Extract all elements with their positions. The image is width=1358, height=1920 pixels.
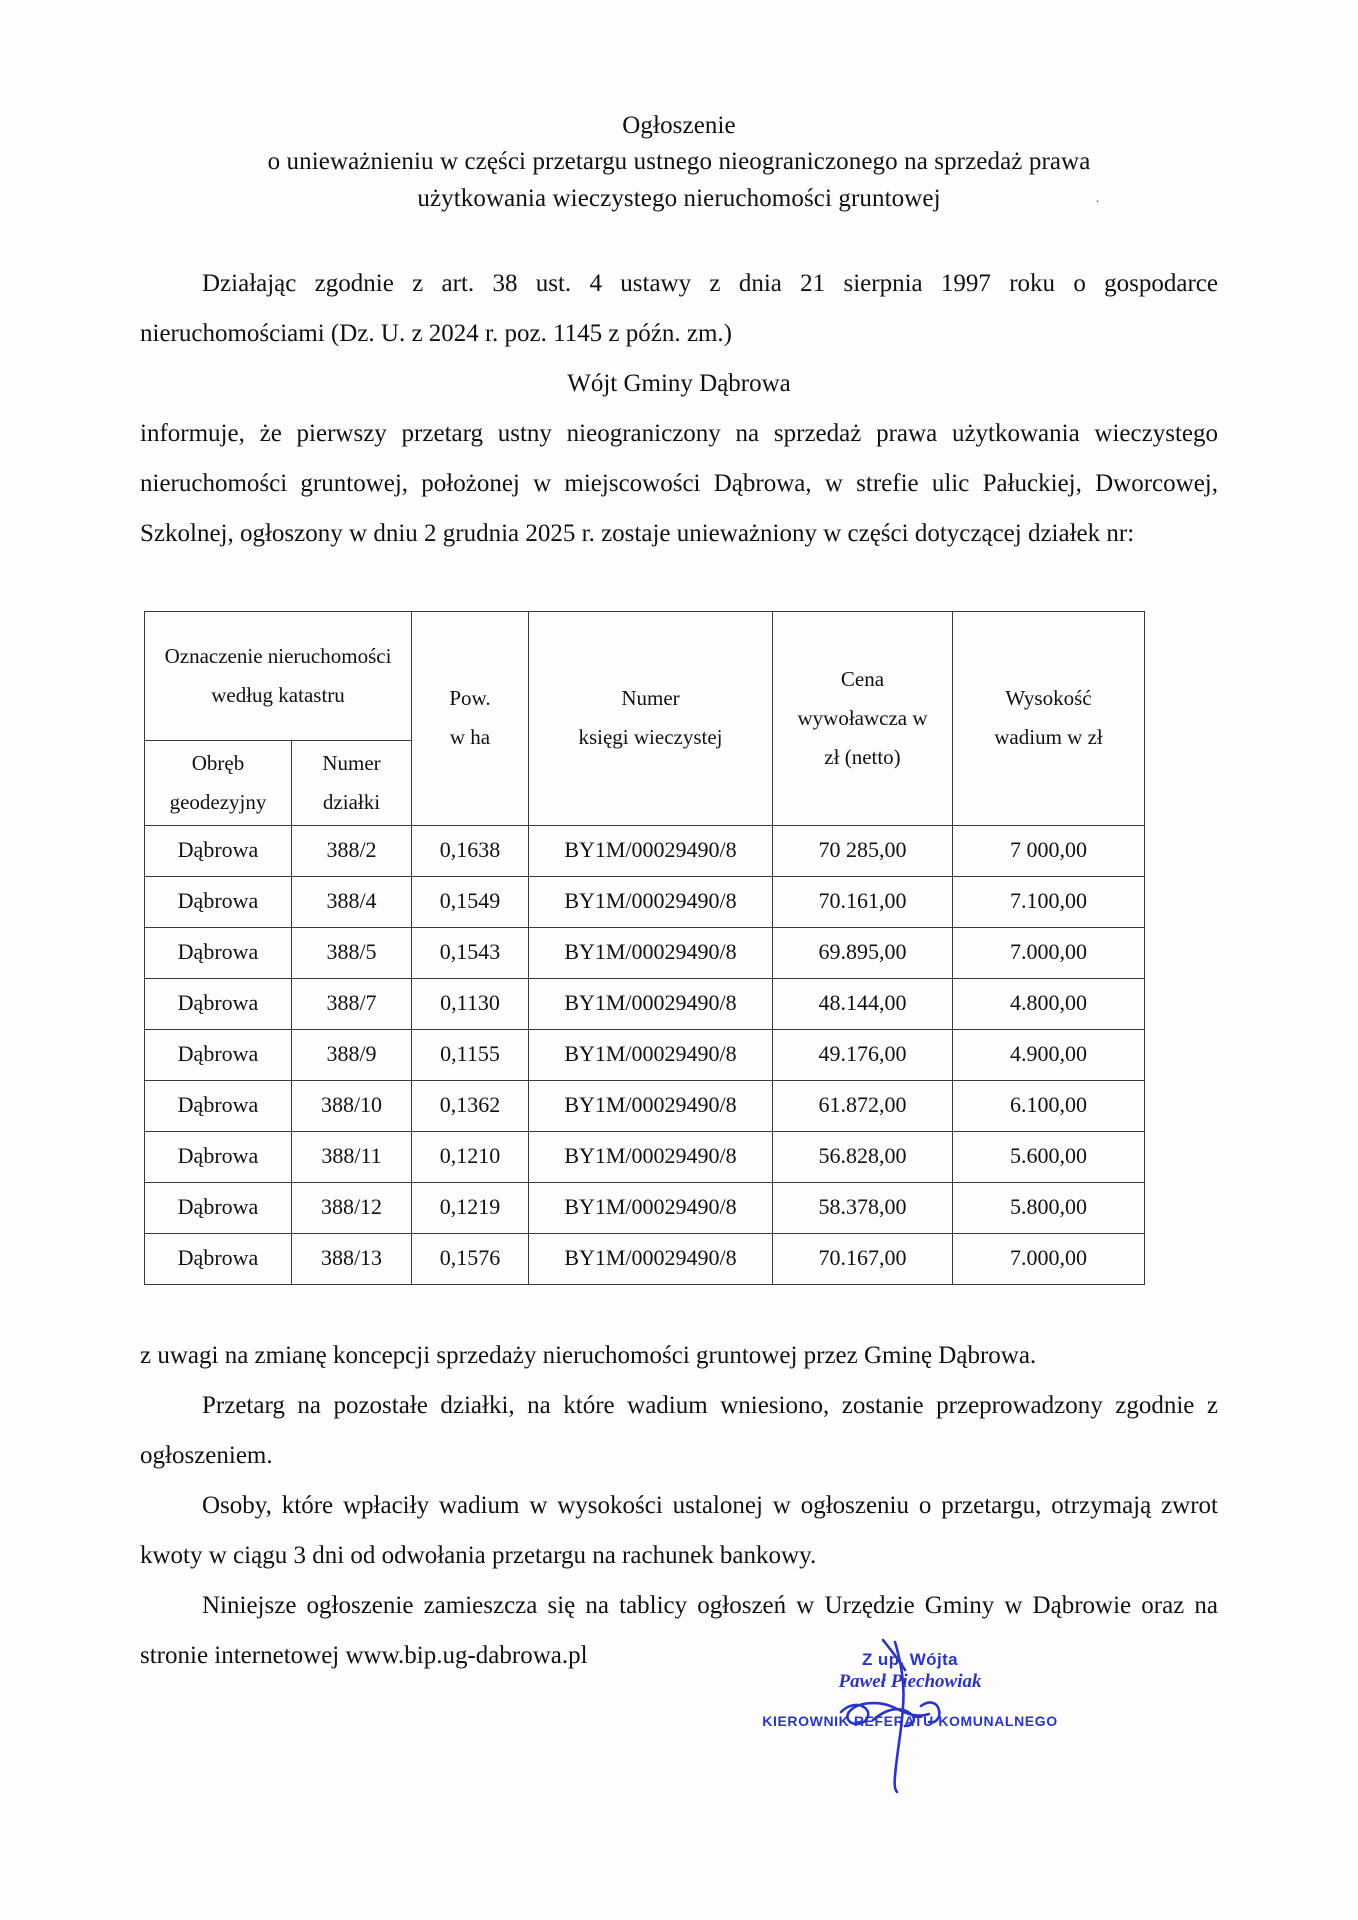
cell-kw: BY1M/00029490/8: [529, 927, 773, 978]
cell-cena: 56.828,00: [773, 1131, 953, 1182]
cell-kw: BY1M/00029490/8: [529, 1233, 773, 1284]
cell-kw: BY1M/00029490/8: [529, 1131, 773, 1182]
table-row: [145, 1029, 1145, 1080]
cell-obreb: Dąbrowa: [145, 1233, 292, 1284]
cell-pow: 0,1576: [412, 1233, 529, 1284]
cell-dzialka: 388/12: [292, 1182, 412, 1233]
cell-obreb: Dąbrowa: [145, 1131, 292, 1182]
table-row: [145, 1080, 1145, 1131]
signature-role-prefix: Z up. Wójta: [862, 1650, 958, 1669]
cell-pow: 0,1155: [412, 1029, 529, 1080]
cell-cena: 49.176,00: [773, 1029, 953, 1080]
table-row: [145, 927, 1145, 978]
parcels-table: [144, 611, 1145, 1285]
cell-dzialka: 388/2: [292, 825, 412, 876]
header-obreb-line1: Obręb: [191, 750, 245, 775]
header-dzialka-line1: Numer: [322, 750, 381, 775]
table-header-row-main: [145, 611, 1145, 740]
cell-dzialka: 388/9: [292, 1029, 412, 1080]
cell-kw: BY1M/00029490/8: [529, 1080, 773, 1131]
cell-cena: 70.167,00: [773, 1233, 953, 1284]
table-row: [145, 876, 1145, 927]
table-row: [145, 825, 1145, 876]
table-row: [145, 1233, 1145, 1284]
cell-obreb: Dąbrowa: [145, 876, 292, 927]
header-cell-wadium: [953, 611, 1145, 825]
cell-kw: BY1M/00029490/8: [529, 1182, 773, 1233]
cell-kw: BY1M/00029490/8: [529, 825, 773, 876]
title-line-1: Ogłoszenie: [622, 112, 736, 139]
cell-dzialka: 388/13: [292, 1233, 412, 1284]
signature-block: [745, 1650, 1075, 1729]
closing-paragraph-1: z uwagi na zmianę koncepcji sprzedaży nieruchomości gruntowej przez Gminę Dąbrowa.: [140, 1341, 1037, 1369]
document-content: [140, 108, 1218, 1681]
cell-dzialka: 388/7: [292, 978, 412, 1029]
main-paragraph: informuje, że pierwszy przetarg ustny nieograniczony na sprzedaż prawa użytkowania wieczystego nieruchomości gruntowej, położonej w miejscowości Dąbrowa, w strefie ulic Pałuckiej, Dworcowej, Szkolnej, ogłoszony w dniu 2 grudnia 2025 r. zostaje unieważniony w części dotyczącej działek nr:: [140, 419, 1218, 547]
cell-kw: BY1M/00029490/8: [529, 876, 773, 927]
header-cell-cena: [773, 611, 953, 825]
cell-obreb: Dąbrowa: [145, 1080, 292, 1131]
cell-pow: 0,1362: [412, 1080, 529, 1131]
authority-line: Wójt Gminy Dąbrowa: [567, 369, 791, 397]
header-oznaczenie-line1: Oznaczenie nieruchomości: [164, 643, 392, 668]
closing-paragraph-4: Niniejsze ogłoszenie zamieszcza się na tablicy ogłoszeń w Urzędzie Gminy w Dąbrowie oraz na stronie internetowej www.bip.ug-dabrowa.pl: [140, 1591, 1218, 1669]
header-kw-line2: księgi wieczystej: [578, 725, 723, 750]
cell-dzialka: 388/4: [292, 876, 412, 927]
table-row: [145, 1131, 1145, 1182]
header-cena-line3: zł (netto): [824, 744, 901, 769]
header-dzialka-line2: działki: [322, 789, 381, 814]
cell-kw: BY1M/00029490/8: [529, 1029, 773, 1080]
table-row: [145, 978, 1145, 1029]
header-cell-oznaczenie: [145, 611, 412, 740]
header-cena-line1: Cena: [840, 666, 885, 691]
closing-paragraph-2: Przetarg na pozostałe działki, na które wadium wniesiono, zostanie przeprowadzony zgodnie z ogłoszeniem.: [140, 1391, 1218, 1469]
cell-wadium: 5.600,00: [953, 1131, 1145, 1182]
cell-cena: 70 285,00: [773, 825, 953, 876]
cell-pow: 0,1549: [412, 876, 529, 927]
cell-pow: 0,1219: [412, 1182, 529, 1233]
header-wadium-line2: wadium w zł: [994, 725, 1103, 750]
header-cell-pow: [412, 611, 529, 825]
cell-cena: 61.872,00: [773, 1080, 953, 1131]
cell-wadium: 7.100,00: [953, 876, 1145, 927]
cell-dzialka: 388/10: [292, 1080, 412, 1131]
parcels-table-container: [144, 611, 1144, 1285]
cell-wadium: 5.800,00: [953, 1182, 1145, 1233]
table-row: [145, 1182, 1145, 1233]
cell-obreb: Dąbrowa: [145, 978, 292, 1029]
cell-obreb: Dąbrowa: [145, 927, 292, 978]
cell-pow: 0,1130: [412, 978, 529, 1029]
cell-wadium: 7.000,00: [953, 927, 1145, 978]
cell-cena: 58.378,00: [773, 1182, 953, 1233]
cell-pow: 0,1543: [412, 927, 529, 978]
cell-wadium: 4.800,00: [953, 978, 1145, 1029]
cell-obreb: Dąbrowa: [145, 1182, 292, 1233]
title-line-3: [140, 181, 1218, 217]
cell-pow: 0,1638: [412, 825, 529, 876]
document-title: [140, 108, 1218, 217]
header-kw-line1: Numer: [621, 686, 680, 711]
cell-cena: 48.144,00: [773, 978, 953, 1029]
cell-obreb: Dąbrowa: [145, 825, 292, 876]
intro-paragraph: Działając zgodnie z art. 38 ust. 4 ustawy z dnia 21 sierpnia 1997 roku o gospodarce nieruchomościami (Dz. U. z 2024 r. poz. 1145 z późn. zm.): [140, 269, 1218, 347]
header-cell-kw: [529, 611, 773, 825]
header-obreb-line2: geodezyjny: [169, 789, 267, 814]
cell-wadium: 4.900,00: [953, 1029, 1145, 1080]
header-pow-line1: Pow.: [449, 686, 491, 711]
signature-name: Paweł Piechowiak: [838, 1671, 982, 1692]
cell-pow: 0,1210: [412, 1131, 529, 1182]
scan-artifact-mark: ·: [1095, 194, 1100, 210]
cell-obreb: Dąbrowa: [145, 1029, 292, 1080]
title-line-2: o unieważnieniu w części przetargu ustnego nieograniczonego na sprzedaż prawa: [267, 148, 1091, 176]
header-cell-dzialka: [292, 740, 412, 825]
cell-dzialka: 388/11: [292, 1131, 412, 1182]
header-wadium-line1: Wysokość: [1005, 686, 1092, 711]
cell-kw: BY1M/00029490/8: [529, 978, 773, 1029]
cell-wadium: 7 000,00: [953, 825, 1145, 876]
header-cena-line2: wywoławcza w: [797, 705, 928, 730]
signature-position: KIEROWNIK REFERATU KOMUNALNEGO: [762, 1713, 1058, 1729]
cell-cena: 70.161,00: [773, 876, 953, 927]
closing-paragraph-3: Osoby, które wpłaciły wadium w wysokości ustalonej w ogłoszeniu o przetargu, otrzymają zwrot kwoty w ciągu 3 dni od odwołania przetargu na rachunek bankowy.: [140, 1491, 1218, 1569]
title-line-3-text: użytkowania wieczystego nieruchomości gruntowej: [417, 184, 941, 212]
spacer: [140, 217, 1218, 259]
cell-wadium: 7.000,00: [953, 1233, 1145, 1284]
header-pow-line2: w ha: [449, 725, 491, 750]
cell-cena: 69.895,00: [773, 927, 953, 978]
closing-section: [140, 1331, 1218, 1681]
cell-dzialka: 388/5: [292, 927, 412, 978]
cell-wadium: 6.100,00: [953, 1080, 1145, 1131]
header-oznaczenie-line2: według katastru: [211, 682, 345, 707]
header-cell-obreb: [145, 740, 292, 825]
